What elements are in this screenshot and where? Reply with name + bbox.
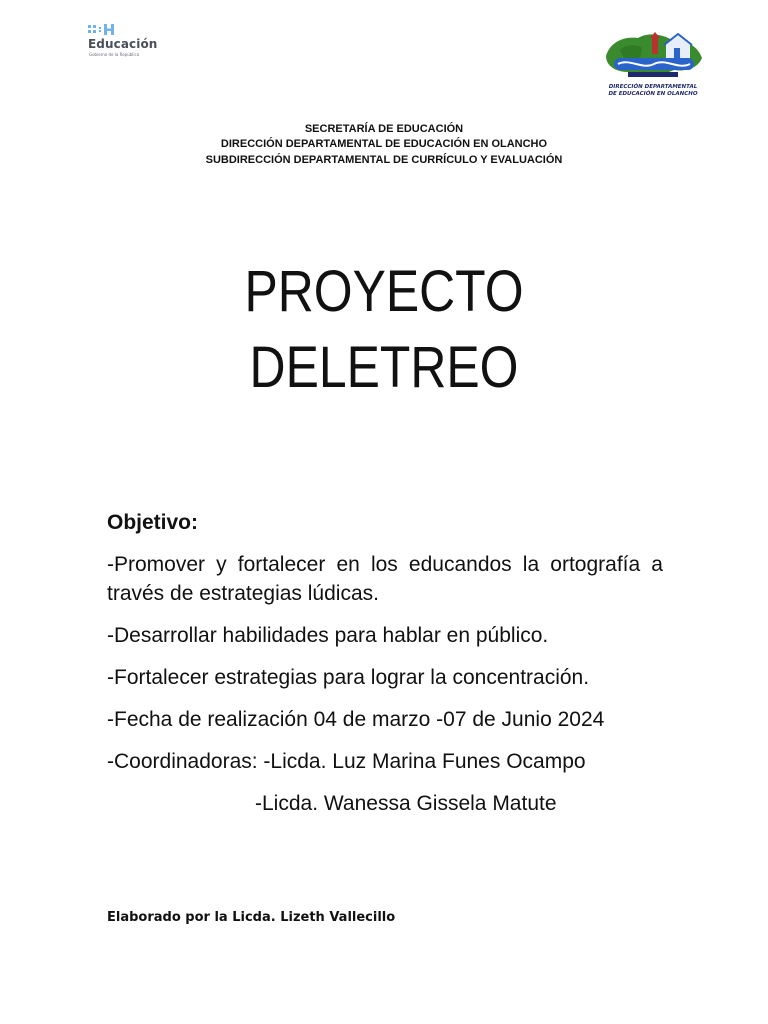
header-line-subdireccion: SUBDIRECCIÓN DEPARTAMENTAL DE CURRÍCULO Y EVALUACIÓN	[205, 153, 563, 166]
date-item: -Fecha de realización 04 de marzo -07 de Junio 2024	[107, 708, 605, 731]
educacion-brand-text: Educación	[88, 37, 158, 51]
honduras-h-logo-icon	[88, 22, 148, 36]
project-title	[54, 254, 714, 406]
header-line-direccion: DIRECCIÓN DEPARTAMENTAL DE EDUCACIÓN EN OLANCHO	[220, 138, 548, 151]
coordinator-second: -Licda. Wanessa Gissela Matute	[255, 792, 557, 815]
coordinators-item: -Coordinadoras: -Licda. Luz Marina Funes Ocampo	[107, 750, 586, 773]
title-line-2: DELETREO	[249, 335, 519, 400]
olancho-caption-line1: DIRECCIÓN DEPARTAMENTAL	[608, 84, 698, 90]
olancho-map-emblem-icon	[600, 28, 706, 84]
olancho-caption-line2: DE EDUCACIÓN EN OLANCHO	[608, 91, 698, 97]
objective-item: -Fortalecer estrategias para lograr la concentración.	[107, 666, 590, 689]
objective-item: -Desarrollar habilidades para hablar en público.	[107, 624, 549, 647]
objective-label: Objetivo:	[107, 511, 199, 534]
author-footer: Elaborado por la Licda. Lizeth Vallecillo	[107, 910, 396, 925]
direccion-olancho-logo	[600, 28, 706, 106]
educacion-logo	[88, 22, 178, 62]
header-line-secretaria: SECRETARÍA DE EDUCACIÓN	[304, 123, 464, 135]
document-header	[0, 122, 768, 168]
educacion-tagline: Gobierno de la República	[89, 52, 140, 57]
title-line-1: PROYECTO	[244, 259, 524, 324]
objective-section	[107, 508, 663, 818]
objective-item: -Promover y fortalecer en los educandos la ortografía a través de estrategias lúdicas.	[107, 553, 663, 605]
